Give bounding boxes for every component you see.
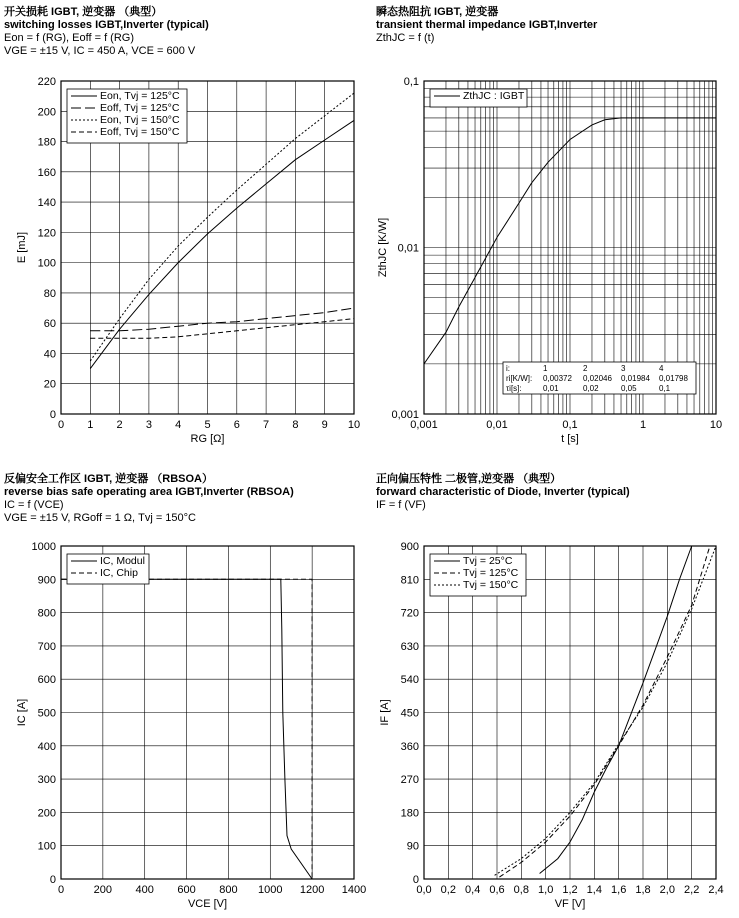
table-column-header: 2	[583, 364, 588, 373]
y-tick-label: 600	[37, 674, 56, 687]
table-cell-ri: 0,01984	[621, 374, 650, 383]
table-column-header: 4	[659, 364, 664, 373]
chart-subtitle: IC = f (VCE)	[4, 499, 64, 511]
y-tick-label: 360	[400, 740, 419, 753]
legend-label: ZthJC : IGBT	[463, 90, 525, 102]
x-tick-label: 4	[175, 419, 182, 431]
series-line	[499, 546, 710, 877]
y-tick-label: 0,1	[403, 76, 419, 88]
series-line	[90, 319, 354, 339]
chart-title-cn: 反偏安全工作区 IGBT, 逆变器 （RBSOA）	[4, 473, 214, 485]
legend-label: Tvj = 150°C	[463, 579, 519, 591]
y-tick-label: 900	[400, 541, 419, 553]
y-tick-label: 180	[37, 136, 56, 149]
x-tick-label: 2	[116, 419, 123, 431]
chart-title-cn: 正向偏压特性 二极管,逆变器 （典型）	[376, 473, 562, 485]
x-tick-label: 0,001	[410, 419, 438, 431]
chart-conditions: VGE = ±15 V, IC = 450 A, VCE = 600 V	[4, 45, 196, 57]
x-tick-label: 1000	[258, 884, 283, 896]
y-axis-label: ZthJC [K/W]	[377, 217, 389, 278]
y-tick-label: 700	[37, 640, 56, 653]
y-tick-label: 900	[37, 574, 56, 587]
y-tick-label: 200	[37, 807, 56, 820]
x-axis-label: VF [V]	[554, 898, 586, 910]
y-tick-label: 500	[37, 707, 56, 720]
y-tick-label: 1000	[31, 541, 56, 553]
x-tick-label: 200	[93, 884, 113, 896]
y-tick-label: 40	[43, 348, 56, 361]
x-tick-label: 800	[219, 884, 238, 896]
y-tick-label: 0	[412, 874, 419, 886]
y-tick-label: 0	[49, 874, 56, 886]
x-tick-label: 2,4	[708, 884, 724, 896]
table-cell-tau: 0,01	[543, 384, 559, 393]
x-tick-label: 0,0	[416, 884, 432, 896]
y-tick-label: 100	[37, 257, 56, 270]
x-tick-label: 0	[57, 884, 65, 896]
y-tick-label: 810	[400, 574, 419, 587]
legend-label: IC, Modul	[100, 555, 145, 567]
chart-conditions: VGE = ±15 V, RGoff = 1 Ω, Tvj = 150°C	[4, 512, 197, 524]
y-tick-label: 160	[37, 166, 56, 179]
x-tick-label: 1	[639, 419, 647, 431]
y-tick-label: 90	[406, 840, 419, 853]
x-tick-label: 0,6	[489, 884, 505, 896]
x-tick-label: 2,0	[659, 884, 675, 896]
table-row-label: τi[s]:	[506, 384, 522, 393]
table-cell-tau: 0,05	[621, 384, 637, 393]
chart-title-en: forward characteristic of Diode, Inverter (typical)	[376, 486, 630, 498]
y-tick-label: 300	[37, 774, 56, 787]
x-tick-label: 9	[321, 419, 328, 431]
x-tick-label: 2,2	[684, 884, 700, 896]
chart-subtitle: Eon = f (RG), Eoff = f (RG)	[4, 32, 135, 44]
legend-label: IC, Chip	[100, 567, 138, 579]
y-tick-label: 400	[37, 740, 56, 753]
x-tick-label: 1200	[299, 884, 325, 896]
legend-label: Eon, Tvj = 150°C	[100, 114, 180, 126]
table-cell-ri: 0,00372	[543, 374, 572, 383]
x-axis-label: VCE [V]	[187, 898, 228, 910]
x-axis-label: RG [Ω]	[190, 433, 225, 445]
y-tick-label: 0	[49, 409, 56, 421]
chart-title-cn: 开关损耗 IGBT, 逆变器 （典型）	[4, 6, 163, 18]
legend-label: Eon, Tvj = 125°C	[100, 90, 180, 102]
x-tick-label: 10	[709, 419, 723, 431]
chart-title-cn: 瞬态热阻抗 IGBT, 逆变器	[376, 6, 499, 18]
y-tick-label: 270	[400, 774, 419, 787]
x-tick-label: 10	[347, 419, 361, 431]
table-cell-tau: 0,02	[583, 384, 599, 393]
y-tick-label: 100	[37, 840, 56, 853]
x-tick-label: 1,0	[538, 884, 554, 896]
x-tick-label: 1,6	[611, 884, 627, 896]
x-tick-label: 1	[87, 419, 94, 431]
y-tick-label: 80	[43, 287, 56, 300]
x-tick-label: 1,4	[586, 884, 602, 896]
legend-label: Eoff, Tvj = 150°C	[100, 126, 180, 138]
y-axis-label: IC [A]	[16, 698, 28, 727]
table-cell-tau: 0,1	[659, 384, 671, 393]
x-tick-label: 1,8	[635, 884, 651, 896]
x-tick-label: 6	[233, 419, 240, 431]
x-tick-label: 0,8	[513, 884, 529, 896]
y-tick-label: 0,001	[391, 409, 419, 421]
chart-subtitle: ZthJC = f (t)	[376, 32, 435, 44]
series-line	[495, 546, 716, 875]
x-tick-label: 0,1	[562, 419, 578, 431]
y-axis-label: E [mJ]	[16, 231, 28, 264]
x-tick-label: 0,4	[465, 884, 481, 896]
y-tick-label: 120	[37, 227, 56, 240]
y-tick-label: 720	[400, 607, 419, 620]
y-tick-label: 20	[43, 378, 56, 391]
table-cell-ri: 0,02046	[583, 374, 612, 383]
y-tick-label: 200	[37, 106, 56, 119]
chart-title-en: switching losses IGBT,Inverter (typical)	[4, 19, 209, 31]
x-tick-label: 8	[292, 419, 299, 431]
y-tick-label: 630	[400, 640, 419, 653]
chart-title-en: reverse bias safe operating area IGBT,Inverter (RBSOA)	[4, 486, 294, 498]
x-tick-label: 0,01	[486, 419, 508, 431]
legend-label: Eoff, Tvj = 125°C	[100, 102, 180, 114]
x-tick-label: 7	[263, 419, 270, 431]
table-column-header: 1	[543, 364, 548, 373]
x-tick-label: 1,2	[562, 884, 578, 896]
chart-title-en: transient thermal impedance IGBT,Inverter	[376, 19, 598, 31]
x-tick-label: 600	[177, 884, 196, 896]
table-row-label: ri[K/W]:	[506, 374, 533, 383]
chart-subtitle: IF = f (VF)	[376, 499, 426, 511]
x-tick-label: 400	[135, 884, 154, 896]
y-tick-label: 540	[400, 674, 419, 687]
x-tick-label: 5	[204, 419, 211, 431]
y-tick-label: 450	[400, 707, 419, 720]
y-tick-label: 0,01	[397, 242, 419, 255]
x-tick-label: 1400	[341, 884, 367, 896]
y-axis-label: IF [A]	[379, 699, 391, 726]
table-column-header: 3	[621, 364, 626, 373]
series-line	[90, 308, 354, 331]
x-tick-label: 3	[145, 419, 152, 431]
legend-label: Tvj = 125°C	[463, 567, 519, 579]
x-axis-label: t [s]	[561, 433, 579, 445]
y-tick-label: 180	[400, 807, 419, 820]
y-tick-label: 800	[37, 607, 56, 620]
legend-label: Tvj = 25°C	[463, 555, 513, 567]
y-tick-label: 140	[37, 197, 56, 210]
table-cell-ri: 0,01798	[659, 374, 688, 383]
y-tick-label: 220	[37, 76, 56, 88]
series-line	[90, 120, 354, 368]
x-tick-label: 0,2	[440, 884, 456, 896]
x-tick-label: 0	[57, 419, 65, 431]
y-tick-label: 60	[43, 318, 56, 331]
table-row-label: i:	[506, 364, 510, 373]
